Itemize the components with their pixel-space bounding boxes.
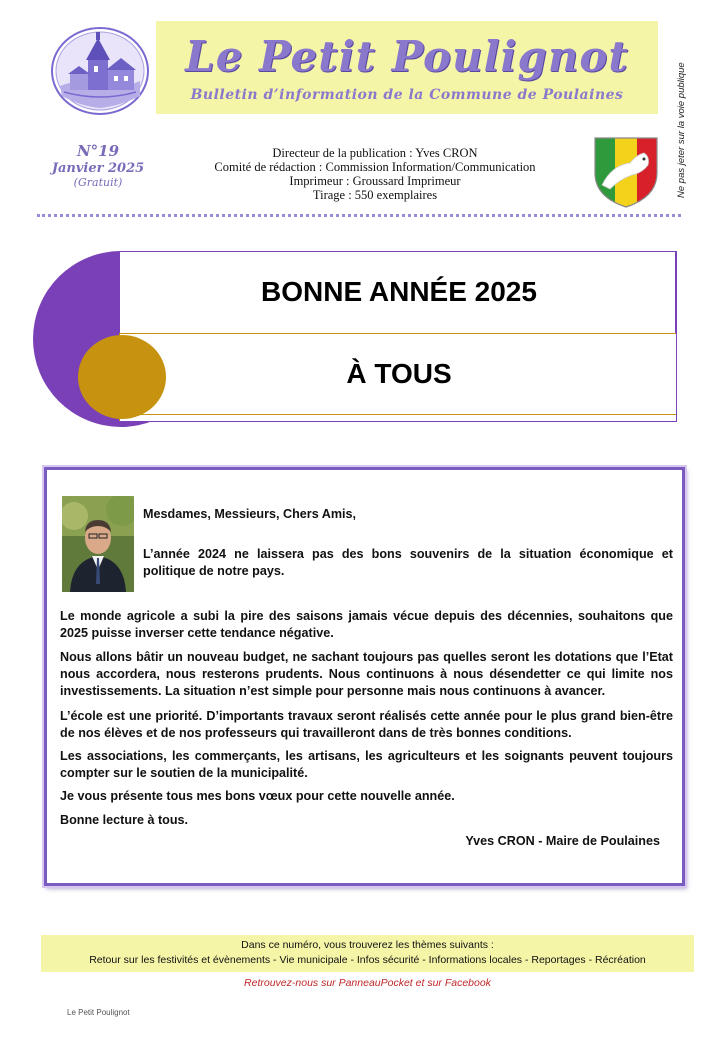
letter-paragraph: Je vous présente tous mes bons vœux pour cette nouvelle année.	[60, 789, 455, 803]
header-divider	[37, 214, 681, 217]
banner-gold-rule	[119, 414, 677, 415]
issue-price: (Gratuit)	[73, 176, 123, 189]
credit-printer: Imprimeur : Groussard Imprimeur	[289, 174, 461, 188]
credit-print-run: Tirage : 550 exemplaires	[312, 188, 438, 202]
coat-of-arms-icon	[592, 135, 660, 209]
vertical-note-text: Ne pas jeter sur la voie publique	[676, 62, 687, 198]
issue-info	[48, 142, 148, 189]
letter-paragraph: L’école est une priorité. D’importants travaux seront réalisés cette année pour le plus grand bien-être de nos élèves et de nos professeurs qui travailleront dans de très bonnes conditions.	[60, 709, 673, 740]
masthead-title: Le Petit Poulignot	[185, 32, 629, 81]
issue-date: Janvier 2025	[51, 161, 145, 176]
vertical-note	[676, 48, 688, 198]
letter-signature: Yves CRON - Maire de Poulaines	[465, 834, 660, 848]
letter-paragraph: Le monde agricole a subi la pire des saisons jamais vécue depuis des décennies, souhaitons que 2025 puisse inverser cette tendance négative.	[60, 609, 673, 640]
mayor-portrait	[62, 496, 134, 592]
footer-publication-name: Le Petit Poulignot	[67, 1008, 130, 1017]
credit-committee: Comité de rédaction : Commission Information/Communication	[214, 160, 536, 174]
village-church-logo	[50, 26, 150, 116]
banner-headline: BONNE ANNÉE 2025	[261, 276, 537, 307]
letter-paragraph: Les associations, les commerçants, les artisans, les agriculteurs et les soignants peuvent toujours compter sur le soutien de la municipalité.	[60, 749, 673, 780]
publication-credits	[170, 146, 580, 202]
masthead-subtitle: Bulletin d’information de la Commune de Poulaines	[190, 87, 624, 103]
letter-salutation: Mesdames, Messieurs, Chers Amis,	[143, 507, 357, 521]
letter-paragraph: L’année 2024 ne laissera pas des bons souvenirs de la situation économique et politique de notre pays.	[143, 547, 673, 578]
social-follow-note: Retrouvez-nous sur PanneauPocket et sur Facebook	[244, 977, 491, 989]
letter-paragraph: Bonne lecture à tous.	[60, 813, 189, 827]
credit-director: Directeur de la publication : Yves CRON	[272, 146, 478, 160]
banner-purple-rule	[119, 421, 677, 422]
issue-number: N°19	[76, 142, 120, 160]
letter-paragraph: Nous allons bâtir un nouveau budget, ne sachant toujours pas quelles seront les dotations que l’Etat nous accordera, nous resterons prudents. Nous continuons à nous désendetter ce qui limite nos investissements. La situation n’est simple pour personne mais nous continuons à avancer.	[60, 650, 673, 698]
themes-intro: Dans ce numéro, vous trouverez les thèmes suivants :	[241, 939, 494, 951]
themes-list: Retour sur les festivités et évènements - Vie municipale - Infos sécurité - Informations locales - Reportages - Récréation	[89, 954, 646, 966]
banner-subheadline: À TOUS	[346, 358, 452, 389]
